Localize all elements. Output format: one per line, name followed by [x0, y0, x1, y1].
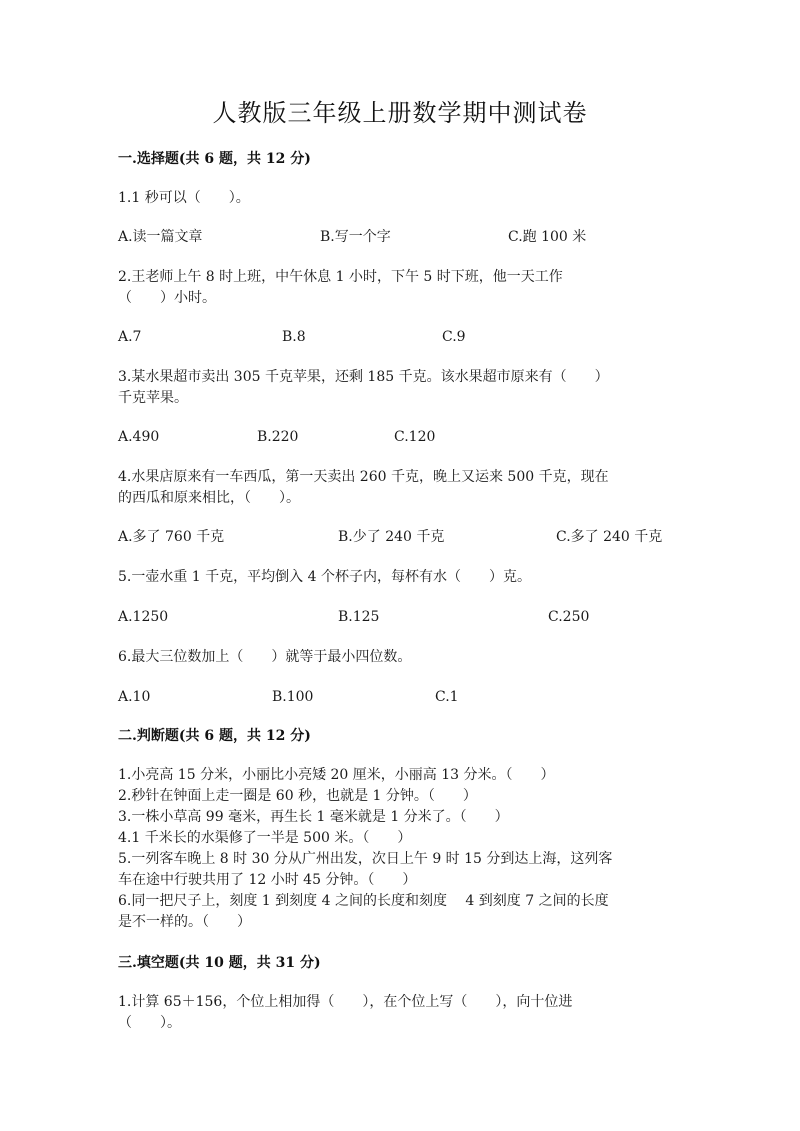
- option-b: B.8: [282, 329, 306, 345]
- question-text: 1.计算 65＋156，个位上相加得（ ），在个位上写（ ），向十位进: [118, 994, 573, 1010]
- judge-line: 5.一列客车晚上 8 时 30 分从广州出发，次日上午 9 时 15 分到达上海，这列客: [118, 851, 613, 867]
- section-heading-choice: 一.选择题(共 6 题，共 12 分): [118, 151, 311, 167]
- option-a: A.10: [118, 689, 151, 705]
- option-b: B.少了 240 千克: [338, 529, 445, 545]
- question-text: 的西瓜和原来相比，（ ）。: [118, 490, 300, 506]
- option-c: C.250: [548, 609, 590, 625]
- option-a: A.490: [118, 429, 160, 445]
- option-c: C.跑 100 米: [508, 229, 587, 245]
- option-b: B.写一个字: [320, 229, 391, 245]
- option-b: B.220: [257, 429, 299, 445]
- question-text: 2.王老师上午 8 时上班，中午休息 1 小时，下午 5 时下班，他一天工作: [118, 269, 563, 285]
- judge-line: 4.1 千米长的水渠修了一半是 500 米。（ ）: [118, 830, 412, 846]
- judge-line: 3.一株小草高 99 毫米，再生长 1 毫米就是 1 分米了。（ ）: [118, 809, 509, 825]
- section-heading-judge: 二.判断题(共 6 题，共 12 分): [118, 728, 311, 744]
- question-text: 1.1 秒可以（ ）。: [118, 190, 250, 206]
- question-text: 6.最大三位数加上（ ）就等于最小四位数。: [118, 649, 412, 665]
- option-a: A.读一篇文章: [118, 229, 203, 245]
- question-text: （ ）。: [118, 1015, 181, 1031]
- option-b: B.100: [272, 689, 314, 705]
- option-c: C.120: [394, 429, 436, 445]
- option-c: C.9: [442, 329, 466, 345]
- option-a: A.1250: [118, 609, 169, 625]
- judge-line: 是不一样的。（ ）: [118, 914, 251, 930]
- option-b: B.125: [338, 609, 380, 625]
- option-a: A.多了 760 千克: [118, 529, 225, 545]
- question-text: 3.某水果超市卖出 305 千克苹果，还剩 185 千克。该水果超市原来有（ ）: [118, 369, 609, 385]
- section-heading-fill: 三.填空题(共 10 题，共 31 分): [118, 955, 321, 971]
- judge-line: 1.小亮高 15 分米，小丽比小亮矮 20 厘米，小丽高 13 分米。（ ）: [118, 767, 555, 783]
- option-a: A.7: [118, 329, 142, 345]
- option-c: C.1: [435, 689, 459, 705]
- judge-line: 6.同一把尺子上，刻度 1 到刻度 4 之间的长度和刻度 4 到刻度 7 之间的长度: [118, 893, 609, 909]
- question-text: 4.水果店原来有一车西瓜，第一天卖出 260 千克，晚上又运来 500 千克，现在: [118, 469, 609, 485]
- judge-line: 车在途中行驶共用了 12 小时 45 分钟。（ ）: [118, 872, 417, 888]
- page-title: 人教版三年级上册数学期中测试卷: [212, 99, 588, 127]
- judge-line: 2.秒针在钟面上走一圈是 60 秒，也就是 1 分钟。（ ）: [118, 788, 477, 804]
- question-text: （ ）小时。: [118, 290, 216, 306]
- question-text: 5.一壶水重 1 千克，平均倒入 4 个杯子内，每杯有水（ ）克。: [118, 569, 531, 585]
- option-c: C.多了 240 千克: [556, 529, 663, 545]
- question-text: 千克苹果。: [118, 390, 188, 406]
